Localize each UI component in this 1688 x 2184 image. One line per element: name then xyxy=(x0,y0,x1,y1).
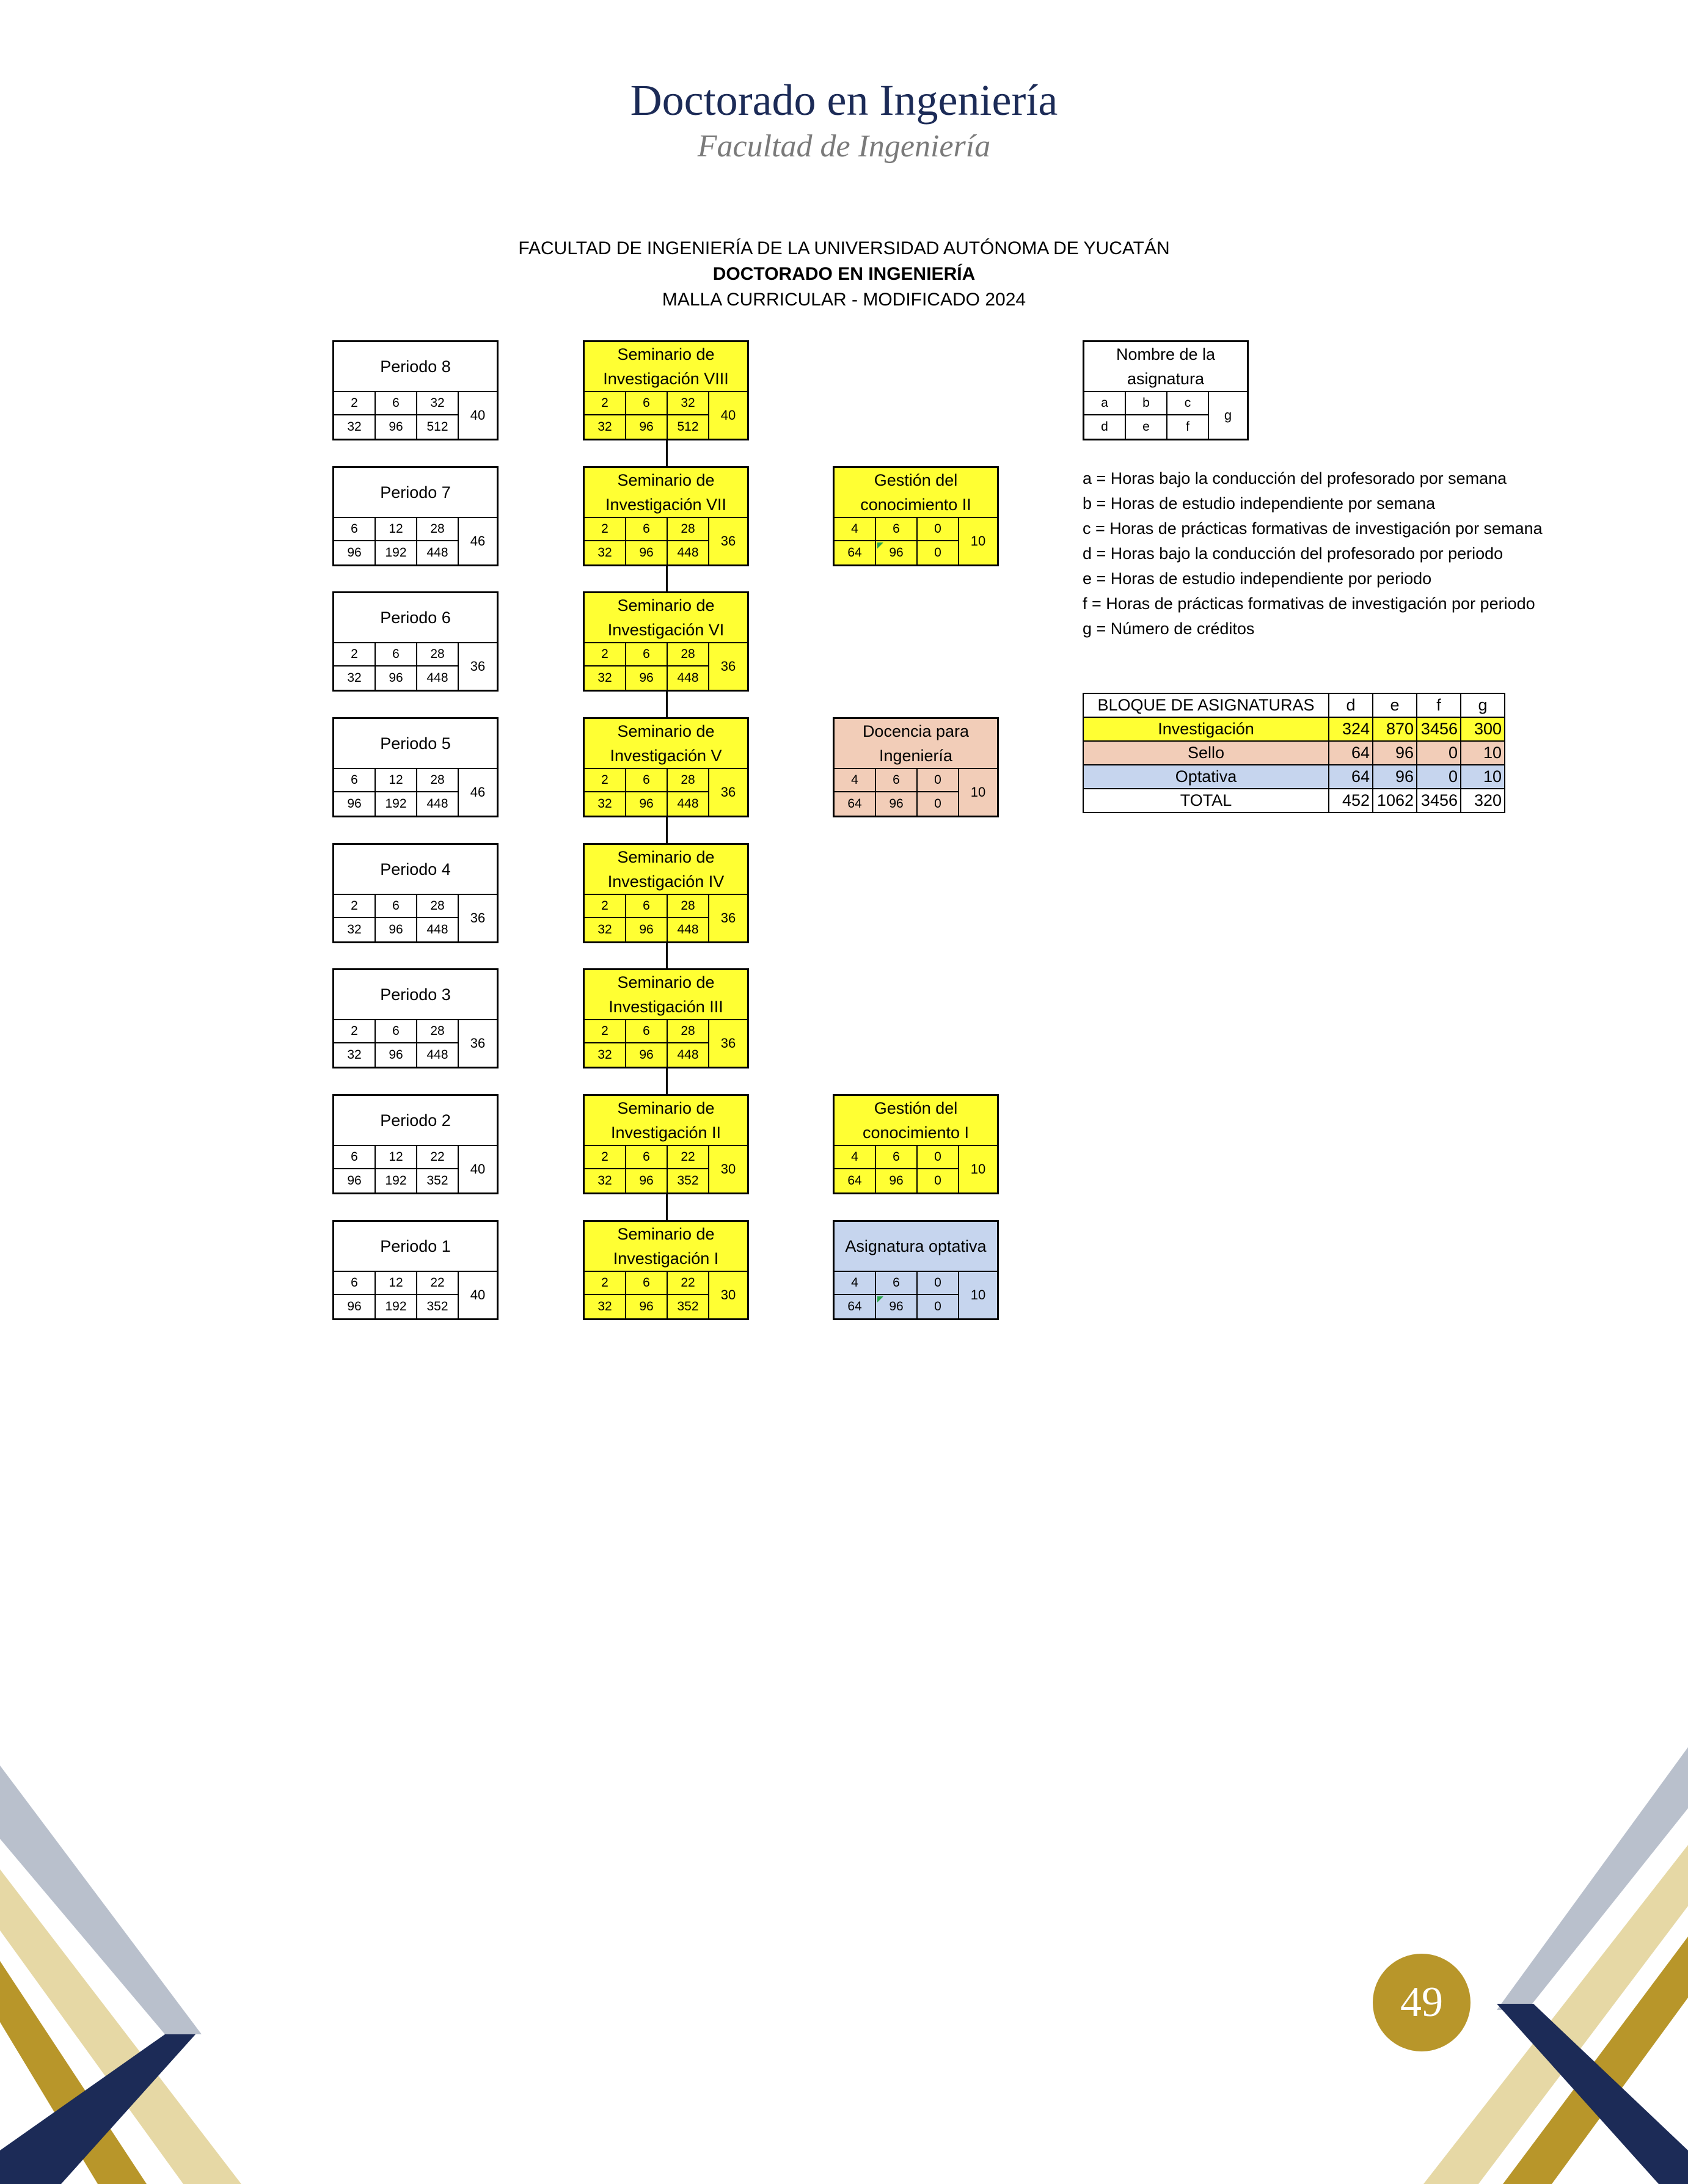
hours-cell-d: 64 xyxy=(835,1295,876,1318)
hours-cell-d: 64 xyxy=(835,1169,876,1192)
hours-cell-d: 32 xyxy=(585,792,626,816)
hours-cell-c: 28 xyxy=(668,518,709,541)
summary-cell-f: 0 xyxy=(1417,765,1461,789)
subject-name-line2: conocimiento II xyxy=(860,495,971,514)
hours-cell-c: 28 xyxy=(417,1020,459,1043)
hours-cell-f: 352 xyxy=(668,1169,709,1192)
legend-line: d = Horas bajo la conducción del profesorado por periodo xyxy=(1083,544,1503,563)
hours-cell-d: 32 xyxy=(334,415,376,439)
credits-cell: 10 xyxy=(970,1287,986,1302)
hours-cell-f: 448 xyxy=(417,918,459,941)
hours-cell-e: 96 xyxy=(876,541,918,564)
hours-cell-e: 192 xyxy=(376,792,417,816)
credits-cell: 30 xyxy=(720,1161,736,1177)
subject-name-line1: Seminario de xyxy=(617,471,715,489)
hours-cell-f: 352 xyxy=(668,1295,709,1318)
doc-heading-faculty: FACULTAD DE INGENIERÍA DE LA UNIVERSIDAD AUTÓNOMA DE YUCATÁN xyxy=(518,238,1170,258)
credits-cell: 10 xyxy=(970,1161,986,1177)
hours-cell-f: 0 xyxy=(918,541,959,564)
hours-cell-e: e xyxy=(1126,415,1167,439)
summary-header-e: e xyxy=(1373,693,1417,717)
page-number-badge: 49 xyxy=(1373,1954,1471,2051)
credits-cell: 36 xyxy=(470,1035,486,1051)
credits-cell: g xyxy=(1224,407,1232,423)
hours-cell-b: 6 xyxy=(876,769,918,792)
summary-cell-d: 64 xyxy=(1329,741,1373,765)
period-label-text: Periodo 2 xyxy=(380,1111,451,1130)
subject-name-line1: Docencia para xyxy=(862,722,970,740)
hours-cell-d: 32 xyxy=(585,1043,626,1067)
credits-cell: 36 xyxy=(720,910,736,926)
hours-cell-a: 6 xyxy=(334,518,376,541)
hours-cell-c: 32 xyxy=(668,392,709,415)
hours-cell-b: 6 xyxy=(376,1020,417,1043)
subject-name-line1: Seminario de xyxy=(617,848,715,866)
credits-cell: 30 xyxy=(720,1287,736,1302)
hours-cell-a: 6 xyxy=(334,1146,376,1169)
hours-cell-e: 192 xyxy=(376,1295,417,1318)
hours-cell-f: 448 xyxy=(668,792,709,816)
subject-name-line1: Seminario de xyxy=(617,596,715,615)
subject-name-line2: Investigación I xyxy=(613,1249,719,1268)
hours-cell-f: 512 xyxy=(417,415,459,439)
hours-cell-b: 6 xyxy=(876,518,918,541)
hours-cell-f: 512 xyxy=(668,415,709,439)
hours-cell-f: 448 xyxy=(417,541,459,564)
credits-cell: 36 xyxy=(720,1035,736,1051)
hours-cell-b: 6 xyxy=(626,1146,668,1169)
hours-cell-a: 2 xyxy=(585,895,626,918)
hours-cell-a: 2 xyxy=(585,392,626,415)
hours-cell-a: 2 xyxy=(585,1146,626,1169)
legend-line: b = Horas de estudio independiente por semana xyxy=(1083,494,1436,513)
hours-cell-b: 6 xyxy=(376,392,417,415)
hours-cell-c: 32 xyxy=(417,392,459,415)
hours-cell-e: 96 xyxy=(376,918,417,941)
hours-cell-a: 4 xyxy=(835,518,876,541)
hours-cell-b: 6 xyxy=(626,518,668,541)
hours-cell-a: 4 xyxy=(835,1146,876,1169)
summary-cell-d: 64 xyxy=(1329,765,1373,789)
hours-cell-d: 32 xyxy=(585,541,626,564)
hours-cell-d: 32 xyxy=(585,415,626,439)
hours-cell-e: 96 xyxy=(626,792,668,816)
hours-cell-e: 96 xyxy=(376,415,417,439)
hours-cell-f: 448 xyxy=(668,1043,709,1067)
hours-cell-b: 12 xyxy=(376,769,417,792)
credits-cell: 40 xyxy=(470,1287,486,1302)
summary-cell-d: 452 xyxy=(1329,789,1373,813)
hours-cell-e: 96 xyxy=(376,667,417,690)
credits-cell: 10 xyxy=(970,784,986,800)
hours-cell-b: 6 xyxy=(626,1272,668,1295)
hours-cell-a: 4 xyxy=(835,1272,876,1295)
stripe-silver-left xyxy=(0,1766,202,2034)
subject-name-line1: Seminario de xyxy=(617,1225,715,1243)
summary-header-f: f xyxy=(1417,693,1461,717)
hours-cell-e: 96 xyxy=(876,792,918,816)
hours-cell-c: 22 xyxy=(668,1146,709,1169)
hours-cell-a: 2 xyxy=(585,518,626,541)
hours-cell-f: 448 xyxy=(417,667,459,690)
period-label-text: Periodo 8 xyxy=(380,357,451,376)
hours-cell-e: 192 xyxy=(376,1169,417,1192)
hours-cell-b: 12 xyxy=(376,1272,417,1295)
hours-cell-c: 28 xyxy=(417,643,459,667)
subject-name-line2: conocimiento I xyxy=(862,1123,970,1142)
hours-cell-c: 22 xyxy=(417,1272,459,1295)
credits-cell: 40 xyxy=(470,1161,486,1177)
summary-header-block: BLOQUE DE ASIGNATURAS xyxy=(1083,693,1329,717)
hours-cell-f: 448 xyxy=(668,918,709,941)
hours-cell-d: 32 xyxy=(585,667,626,690)
header-title: Doctorado en Ingeniería xyxy=(630,76,1058,125)
credits-cell: 36 xyxy=(720,533,736,549)
summary-cell-f: 3456 xyxy=(1417,717,1461,741)
hours-cell-a: 2 xyxy=(585,643,626,667)
credits-cell: 36 xyxy=(720,659,736,674)
hours-cell-c: 28 xyxy=(668,895,709,918)
credits-cell: 40 xyxy=(470,407,486,423)
hours-cell-e: 96 xyxy=(626,1295,668,1318)
subject-name-line2: Investigación III xyxy=(608,998,723,1016)
summary-cell-g: 300 xyxy=(1461,717,1505,741)
credits-cell: 46 xyxy=(470,533,486,549)
summary-cell-f: 3456 xyxy=(1417,789,1461,813)
summary-header-d: d xyxy=(1329,693,1373,717)
period-label-text: Periodo 1 xyxy=(380,1237,451,1255)
summary-cell-g: 10 xyxy=(1461,741,1505,765)
hours-cell-a: 2 xyxy=(585,1020,626,1043)
summary-cell-e: 96 xyxy=(1373,741,1417,765)
period-label-text: Periodo 3 xyxy=(380,985,451,1004)
legend-line: c = Horas de prácticas formativas de investigación por semana xyxy=(1083,519,1543,538)
hours-cell-d: 96 xyxy=(334,1169,376,1192)
hours-cell-d: 96 xyxy=(334,541,376,564)
hours-cell-a: 4 xyxy=(835,769,876,792)
subject-name-line2: Investigación VIII xyxy=(603,370,729,388)
hours-cell-a: 6 xyxy=(334,769,376,792)
legend-line: e = Horas de estudio independiente por periodo xyxy=(1083,569,1432,588)
subject-name-line1: Asignatura optativa xyxy=(845,1237,987,1255)
hours-cell-c: 0 xyxy=(918,1146,959,1169)
credits-cell: 10 xyxy=(970,533,986,549)
hours-cell-e: 96 xyxy=(626,541,668,564)
hours-cell-b: 6 xyxy=(376,895,417,918)
subject-name-line2: asignatura xyxy=(1127,370,1205,388)
hours-cell-e: 96 xyxy=(626,1169,668,1192)
summary-cell-g: 10 xyxy=(1461,765,1505,789)
hours-cell-f: 448 xyxy=(417,792,459,816)
doc-heading-program: DOCTORADO EN INGENIERÍA xyxy=(712,264,976,284)
subject-name-line2: Investigación II xyxy=(610,1123,722,1142)
hours-cell-c: 0 xyxy=(918,769,959,792)
legend-line: g = Número de créditos xyxy=(1083,619,1255,638)
summary-row-name: Investigación xyxy=(1083,717,1329,741)
summary-cell-d: 324 xyxy=(1329,717,1373,741)
hours-cell-a: 2 xyxy=(334,643,376,667)
subject-name-line1: Nombre de la xyxy=(1116,345,1216,363)
hours-cell-f: 0 xyxy=(918,1295,959,1318)
subject-name-line1: Seminario de xyxy=(617,973,715,992)
hours-cell-c: 28 xyxy=(668,643,709,667)
summary-row-name: TOTAL xyxy=(1083,789,1329,813)
credits-cell: 46 xyxy=(470,784,486,800)
summary-row-name: Optativa xyxy=(1083,765,1329,789)
doc-heading-curriculum: MALLA CURRICULAR - MODIFICADO 2024 xyxy=(662,290,1026,310)
hours-cell-f: 448 xyxy=(668,541,709,564)
hours-cell-b: 12 xyxy=(376,1146,417,1169)
hours-cell-c: 0 xyxy=(918,1272,959,1295)
subject-name-line2: Investigación IV xyxy=(607,872,725,891)
hours-cell-c: 28 xyxy=(417,769,459,792)
hours-cell-a: 6 xyxy=(334,1272,376,1295)
hours-cell-a: 2 xyxy=(585,769,626,792)
hours-cell-b: 6 xyxy=(626,643,668,667)
hours-cell-b: 12 xyxy=(376,518,417,541)
period-label-text: Periodo 6 xyxy=(380,608,451,627)
hours-cell-b: 6 xyxy=(876,1272,918,1295)
hours-cell-c: 28 xyxy=(417,895,459,918)
hours-cell-d: 32 xyxy=(334,918,376,941)
hours-cell-f: 352 xyxy=(417,1169,459,1192)
hours-cell-a: a xyxy=(1084,392,1126,415)
hours-cell-e: 96 xyxy=(626,415,668,439)
subject-name-line1: Seminario de xyxy=(617,345,715,363)
hours-cell-c: 28 xyxy=(668,769,709,792)
hours-cell-d: 64 xyxy=(835,541,876,564)
period-label-text: Periodo 5 xyxy=(380,734,451,753)
hours-cell-c: c xyxy=(1167,392,1209,415)
hours-cell-e: 96 xyxy=(376,1043,417,1067)
hours-cell-e: 192 xyxy=(376,541,417,564)
period-label-text: Periodo 4 xyxy=(380,860,451,878)
subject-name-line1: Gestión del xyxy=(874,471,958,489)
credits-cell: 36 xyxy=(470,659,486,674)
header-subtitle: Facultad de Ingeniería xyxy=(697,129,991,164)
subject-name-line2: Ingeniería xyxy=(879,747,953,765)
subject-name-line1: Seminario de xyxy=(617,722,715,740)
hours-cell-a: 2 xyxy=(334,392,376,415)
summary-cell-f: 0 xyxy=(1417,741,1461,765)
summary-row-name: Sello xyxy=(1083,741,1329,765)
hours-cell-f: 448 xyxy=(417,1043,459,1067)
subject-name-line2: Investigación VII xyxy=(605,495,727,514)
hours-cell-c: 22 xyxy=(417,1146,459,1169)
credits-cell: 36 xyxy=(470,910,486,926)
credits-cell: 36 xyxy=(720,784,736,800)
legend-line: f = Horas de prácticas formativas de investigación por periodo xyxy=(1083,594,1535,613)
hours-cell-e: 96 xyxy=(876,1295,918,1318)
hours-cell-d: 96 xyxy=(334,792,376,816)
hours-cell-b: 6 xyxy=(376,643,417,667)
hours-cell-e: 96 xyxy=(876,1169,918,1192)
hours-cell-a: 2 xyxy=(585,1272,626,1295)
hours-cell-b: b xyxy=(1126,392,1167,415)
subject-name-line2: Investigación V xyxy=(610,747,722,765)
hours-cell-b: 6 xyxy=(626,895,668,918)
hours-cell-c: 28 xyxy=(668,1020,709,1043)
hours-cell-b: 6 xyxy=(876,1146,918,1169)
hours-cell-d: 32 xyxy=(334,667,376,690)
summary-cell-g: 320 xyxy=(1461,789,1505,813)
hours-cell-f: 0 xyxy=(918,1169,959,1192)
hours-cell-d: 64 xyxy=(835,792,876,816)
legend-line: a = Horas bajo la conducción del profesorado por semana xyxy=(1083,469,1507,488)
hours-cell-e: 96 xyxy=(626,1043,668,1067)
hours-cell-f: f xyxy=(1167,415,1209,439)
subject-name-line1: Seminario de xyxy=(617,1099,715,1117)
hours-cell-f: 352 xyxy=(417,1295,459,1318)
hours-cell-c: 0 xyxy=(918,518,959,541)
summary-cell-e: 870 xyxy=(1373,717,1417,741)
subject-name-line1: Gestión del xyxy=(874,1099,958,1117)
hours-cell-d: 96 xyxy=(334,1295,376,1318)
subject-name-line2: Investigación VI xyxy=(607,621,725,639)
hours-cell-e: 96 xyxy=(626,918,668,941)
summary-cell-e: 96 xyxy=(1373,765,1417,789)
hours-cell-d: 32 xyxy=(585,918,626,941)
hours-cell-e: 96 xyxy=(626,667,668,690)
hours-cell-f: 0 xyxy=(918,792,959,816)
hours-cell-a: 2 xyxy=(334,895,376,918)
hours-cell-d: 32 xyxy=(334,1043,376,1067)
hours-cell-b: 6 xyxy=(626,1020,668,1043)
hours-cell-d: 32 xyxy=(585,1295,626,1318)
summary-header-g: g xyxy=(1461,693,1505,717)
summary-cell-e: 1062 xyxy=(1373,789,1417,813)
hours-cell-c: 28 xyxy=(417,518,459,541)
hours-cell-f: 448 xyxy=(668,667,709,690)
period-label-text: Periodo 7 xyxy=(380,483,451,502)
hours-cell-b: 6 xyxy=(626,769,668,792)
hours-cell-c: 22 xyxy=(668,1272,709,1295)
credits-cell: 40 xyxy=(720,407,736,423)
hours-cell-d: 32 xyxy=(585,1169,626,1192)
hours-cell-b: 6 xyxy=(626,392,668,415)
hours-cell-a: 2 xyxy=(334,1020,376,1043)
hours-cell-d: d xyxy=(1084,415,1126,439)
